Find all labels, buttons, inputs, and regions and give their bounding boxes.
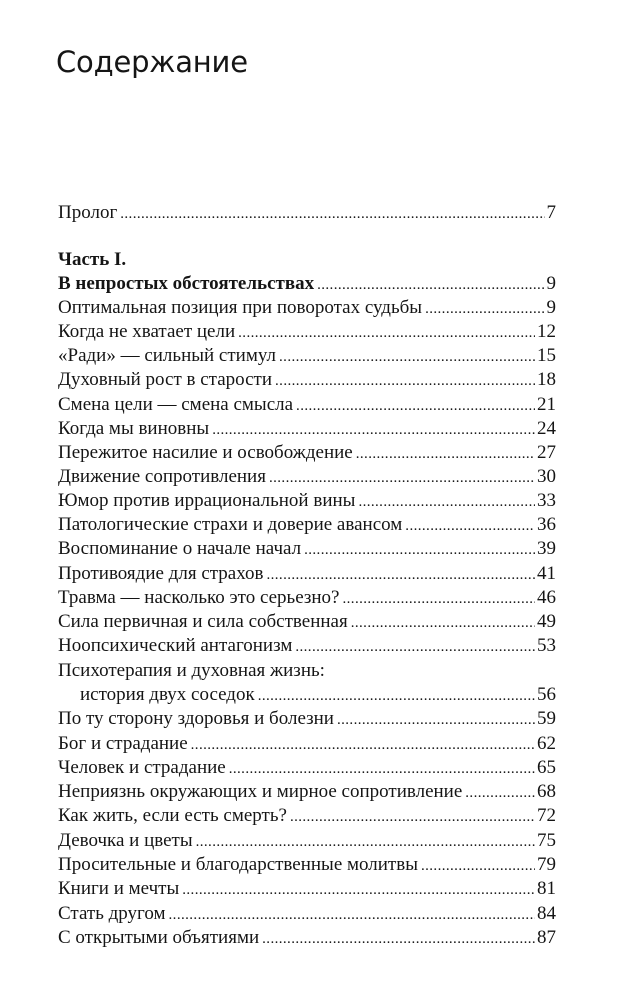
toc-entry[interactable] xyxy=(58,441,556,465)
toc-entry-page: 87 xyxy=(537,927,556,948)
toc-entry-page: 68 xyxy=(537,781,556,802)
toc-entry-title: «Ради» — сильный стимул xyxy=(58,345,277,366)
leader-dots xyxy=(296,394,535,418)
toc-entry-title: Травма — насколько это серьезно? xyxy=(58,587,340,608)
toc-entry-page: 15 xyxy=(537,345,556,366)
toc-entry-title: Человек и страдание xyxy=(58,757,226,778)
part-page: 9 xyxy=(546,273,556,294)
toc-entry-title: Пережитое насилие и освобождение xyxy=(58,442,353,463)
toc-entry-title: Бог и страдание xyxy=(58,733,188,754)
part-label-text: Часть I. xyxy=(58,249,127,270)
leader-dots xyxy=(343,587,536,611)
toc-entry[interactable] xyxy=(58,344,556,368)
toc-entry-title: Патологические страхи и доверие авансом xyxy=(58,514,403,535)
toc-entry[interactable] xyxy=(58,368,556,392)
toc-entry-title: Противоядие для страхов xyxy=(58,563,264,584)
toc-entry-title: Неприязнь окружающих и мирное сопротивление xyxy=(58,781,463,802)
toc-entry[interactable] xyxy=(58,296,556,320)
toc-entry[interactable] xyxy=(58,417,556,441)
toc-entry-page: 81 xyxy=(537,878,556,899)
leader-dots xyxy=(229,757,535,781)
toc-entry-title: Ноопсихический антагонизм xyxy=(58,635,293,656)
toc-entry-page: 49 xyxy=(537,611,556,632)
leader-dots xyxy=(465,781,535,805)
leader-dots xyxy=(212,418,535,442)
toc-entry-title: Как жить, если есть смерть? xyxy=(58,805,287,826)
leader-dots xyxy=(191,733,535,757)
toc-entry-page: 18 xyxy=(537,369,556,390)
leader-dots xyxy=(120,202,544,226)
toc-entry[interactable] xyxy=(58,610,556,634)
toc-entry-page: 24 xyxy=(537,418,556,439)
toc-entry-page: 56 xyxy=(537,684,556,705)
toc-entry[interactable] xyxy=(58,393,556,417)
leader-dots xyxy=(358,490,535,514)
leader-dots xyxy=(356,442,535,466)
toc-entry[interactable] xyxy=(58,489,556,513)
toc-entry[interactable] xyxy=(58,513,556,537)
toc-entry-page: 84 xyxy=(537,903,556,924)
toc-entry[interactable] xyxy=(58,320,556,344)
toc-entry-title: Воспоминание о начале начал xyxy=(58,538,302,559)
toc-entry-title: Психотерапия и духовная жизнь: xyxy=(58,660,325,681)
leader-dots xyxy=(262,927,535,951)
toc-entry[interactable] xyxy=(58,537,556,561)
leader-dots xyxy=(317,273,544,297)
toc-entry[interactable] xyxy=(58,804,556,828)
part-title: В непростых обстоятельствах xyxy=(58,273,315,294)
toc-entry[interactable] xyxy=(58,877,556,901)
toc-entry[interactable] xyxy=(58,707,556,731)
toc-entry[interactable] xyxy=(58,465,556,489)
toc-entry-page: 33 xyxy=(537,490,556,511)
toc-entry-page: 46 xyxy=(537,587,556,608)
toc-entry-title: Сила первичная и сила собственная xyxy=(58,611,348,632)
toc-entry-title: Просительные и благодарственные молитвы xyxy=(58,854,418,875)
part-label xyxy=(58,248,556,272)
toc-entry-page: 75 xyxy=(537,830,556,851)
toc-entry-title: Когда не хватает цели xyxy=(58,321,236,342)
leader-dots xyxy=(304,538,535,562)
toc-entry-title: Духовный рост в старости xyxy=(58,369,273,390)
toc-entry-page: 30 xyxy=(537,466,556,487)
toc-entry-page: 79 xyxy=(537,854,556,875)
toc-entry-page: 62 xyxy=(537,733,556,754)
leader-dots xyxy=(421,854,535,878)
toc-entry[interactable] xyxy=(58,829,556,853)
toc-entry[interactable] xyxy=(58,926,556,950)
toc-entry-title: Когда мы виновны xyxy=(58,418,210,439)
toc-entry-title: Движение сопротивления xyxy=(58,466,266,487)
toc-entry-title: Юмор против иррациональной вины xyxy=(58,490,356,511)
toc-entry[interactable] xyxy=(58,634,556,658)
toc-entry-page: 53 xyxy=(537,635,556,656)
toc-entry[interactable] xyxy=(58,756,556,780)
toc-entry[interactable] xyxy=(58,853,556,877)
leader-dots xyxy=(425,297,544,321)
toc-entry-title: Смена цели — смена смысла xyxy=(58,394,294,415)
toc-entry[interactable] xyxy=(58,586,556,610)
toc-entry-title: Пролог xyxy=(58,202,118,223)
toc-entry-title: С открытыми объятиями xyxy=(58,927,260,948)
toc-entry-page: 9 xyxy=(546,297,556,318)
leader-dots xyxy=(279,345,535,369)
leader-dots xyxy=(269,466,535,490)
toc-entry-page: 27 xyxy=(537,442,556,463)
leader-dots xyxy=(169,903,535,927)
toc-entry-title: история двух соседок xyxy=(80,684,255,705)
toc-entry[interactable] xyxy=(58,732,556,756)
toc-entry-page: 7 xyxy=(546,202,556,223)
leader-dots xyxy=(258,684,535,708)
leader-dots xyxy=(266,563,535,587)
page-title: Содержание xyxy=(56,45,248,79)
toc-entry-continuation[interactable] xyxy=(80,683,556,707)
toc-entry[interactable] xyxy=(58,902,556,926)
toc-entry-title: Книги и мечты xyxy=(58,878,180,899)
leader-dots xyxy=(405,514,535,538)
leader-dots xyxy=(196,830,535,854)
toc-entry-page: 39 xyxy=(537,538,556,559)
toc-entry-page: 41 xyxy=(537,563,556,584)
toc-entry-page: 72 xyxy=(537,805,556,826)
toc-entry[interactable] xyxy=(58,562,556,586)
leader-dots xyxy=(238,321,535,345)
leader-dots xyxy=(295,635,535,659)
toc-entry-title: По ту сторону здоровья и болезни xyxy=(58,708,334,729)
leader-dots xyxy=(337,708,535,732)
toc-entry-page: 65 xyxy=(537,757,556,778)
leader-dots xyxy=(351,611,535,635)
toc-entry-page: 21 xyxy=(537,394,556,415)
toc-entry-page: 36 xyxy=(537,514,556,535)
toc-entry[interactable] xyxy=(58,659,556,683)
leader-dots xyxy=(290,805,535,829)
toc-entry-title: Оптимальная позиция при поворотах судьбы xyxy=(58,297,423,318)
leader-dots xyxy=(182,878,535,902)
leader-dots xyxy=(275,369,535,393)
toc-entry[interactable] xyxy=(58,780,556,804)
toc-entry-page: 59 xyxy=(537,708,556,729)
toc-entry-prologue[interactable] xyxy=(58,201,556,225)
toc-entry-title: Стать другом xyxy=(58,903,166,924)
toc-entry-title: Девочка и цветы xyxy=(58,830,193,851)
toc-entry-part-1[interactable] xyxy=(58,272,556,296)
toc-entry-page: 12 xyxy=(537,321,556,342)
